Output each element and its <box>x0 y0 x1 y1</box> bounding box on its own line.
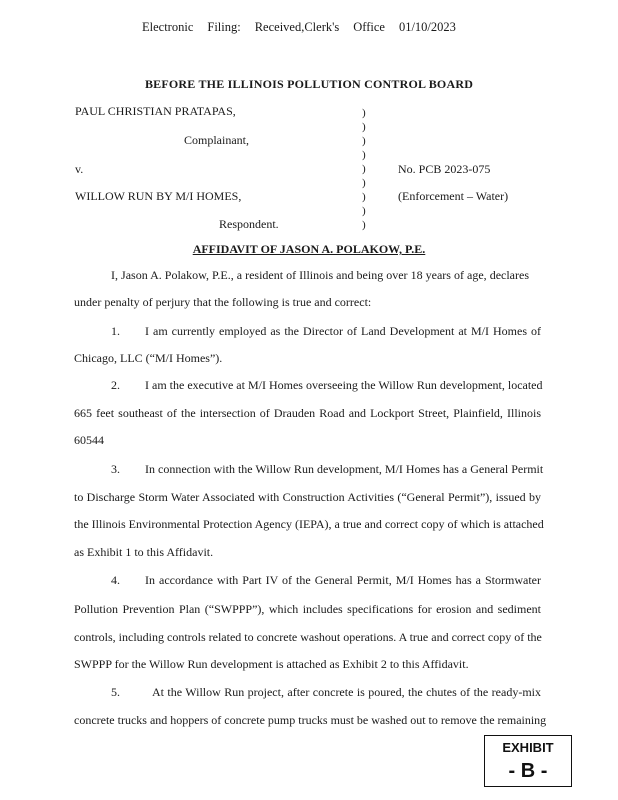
paragraph-5-line-2: concrete trucks and hoppers of concrete pump trucks must be washed out to remove the remaining <box>74 713 547 727</box>
filing-header-part: Filing: <box>207 20 241 34</box>
caption-divider-paren: ) <box>362 163 366 175</box>
paragraph-number: 1. <box>111 324 120 338</box>
paragraph-2-line-3: 60544 <box>74 433 104 447</box>
intro-line-2: under penalty of perjury that the following is true and correct: <box>74 295 372 309</box>
paragraph-2-line-2: 665 feet southeast of the intersection of Drauden Road and Lockport Street, Plainfield, Illinois <box>74 406 541 420</box>
paragraph-number: 4. <box>111 573 120 587</box>
caption-divider-paren: ) <box>362 121 366 133</box>
caption-divider-paren: ) <box>362 149 366 161</box>
caption-divider-paren: ) <box>362 205 366 217</box>
paragraph-5-line-1: At the Willow Run project, after concrete is poured, the chutes of the ready-mix <box>152 685 541 699</box>
board-heading: BEFORE THE ILLINOIS POLLUTION CONTROL BOARD <box>144 77 474 91</box>
exhibit-label: EXHIBIT <box>502 740 554 755</box>
intro-line-1: I, Jason A. Polakow, P.E., a resident of Illinois and being over 18 years of age, declares <box>111 268 529 282</box>
paragraph-3-line-3: the Illinois Environmental Protection Agency (IEPA), a true and correct copy of which is attached <box>74 517 544 531</box>
case-type: (Enforcement – Water) <box>398 189 509 203</box>
paragraph-number: 5. <box>111 685 120 699</box>
versus-label: v. <box>75 162 84 176</box>
filing-header-part: Received,Clerk's <box>254 20 340 34</box>
respondent-name: WILLOW RUN BY M/I HOMES, <box>75 189 242 203</box>
paragraph-4-line-3: controls, including controls related to concrete washout operations. A true and correct copy of the <box>74 630 542 644</box>
caption-divider-paren: ) <box>362 107 366 119</box>
caption-divider-paren: ) <box>362 219 366 231</box>
affidavit-title: AFFIDAVIT OF JASON A. POLAKOW, P.E. <box>192 242 426 256</box>
paragraph-1-line-2: Chicago, LLC (“M/I Homes”). <box>74 351 223 365</box>
paragraph-2-line-1: I am the executive at M/I Homes overseeing the Willow Run development, located <box>145 378 543 392</box>
paragraph-1-line-1: I am currently employed as the Director of Land Development at M/I Homes of <box>145 324 541 338</box>
paragraph-4-line-4: SWPPP for the Willow Run development is attached as Exhibit 2 to this Affidavit. <box>74 657 469 671</box>
caption-divider-paren: ) <box>362 177 366 189</box>
filing-header-part: 01/10/2023 <box>398 20 456 34</box>
electronic-filing-header <box>142 20 456 35</box>
paragraph-number: 2. <box>111 378 120 392</box>
complainant-name: PAUL CHRISTIAN PRATAPAS, <box>75 104 236 118</box>
exhibit-stamp <box>484 735 572 787</box>
caption-divider-paren: ) <box>362 135 366 147</box>
paragraph-number: 3. <box>111 462 120 476</box>
paragraph-4-line-1: In accordance with Part IV of the General Permit, M/I Homes has a Stormwater <box>145 573 541 587</box>
complainant-role: Complainant, <box>184 133 249 147</box>
filing-header-part: Office <box>353 20 385 34</box>
filing-header-part: Electronic <box>142 20 194 34</box>
paragraph-3-line-2: to Discharge Storm Water Associated with Construction Activities (“General Permit”), issued by <box>74 490 541 504</box>
exhibit-letter: - B - <box>508 760 548 782</box>
paragraph-3-line-1: In connection with the Willow Run development, M/I Homes has a General Permit <box>145 462 544 476</box>
paragraph-3-line-4: as Exhibit 1 to this Affidavit. <box>74 545 214 559</box>
caption-divider-paren: ) <box>362 191 366 203</box>
respondent-role: Respondent. <box>219 217 279 231</box>
case-number: No. PCB 2023-075 <box>398 162 491 176</box>
paragraph-4-line-2: Pollution Prevention Plan (“SWPPP”), which includes specifications for erosion and sediment <box>74 602 541 616</box>
